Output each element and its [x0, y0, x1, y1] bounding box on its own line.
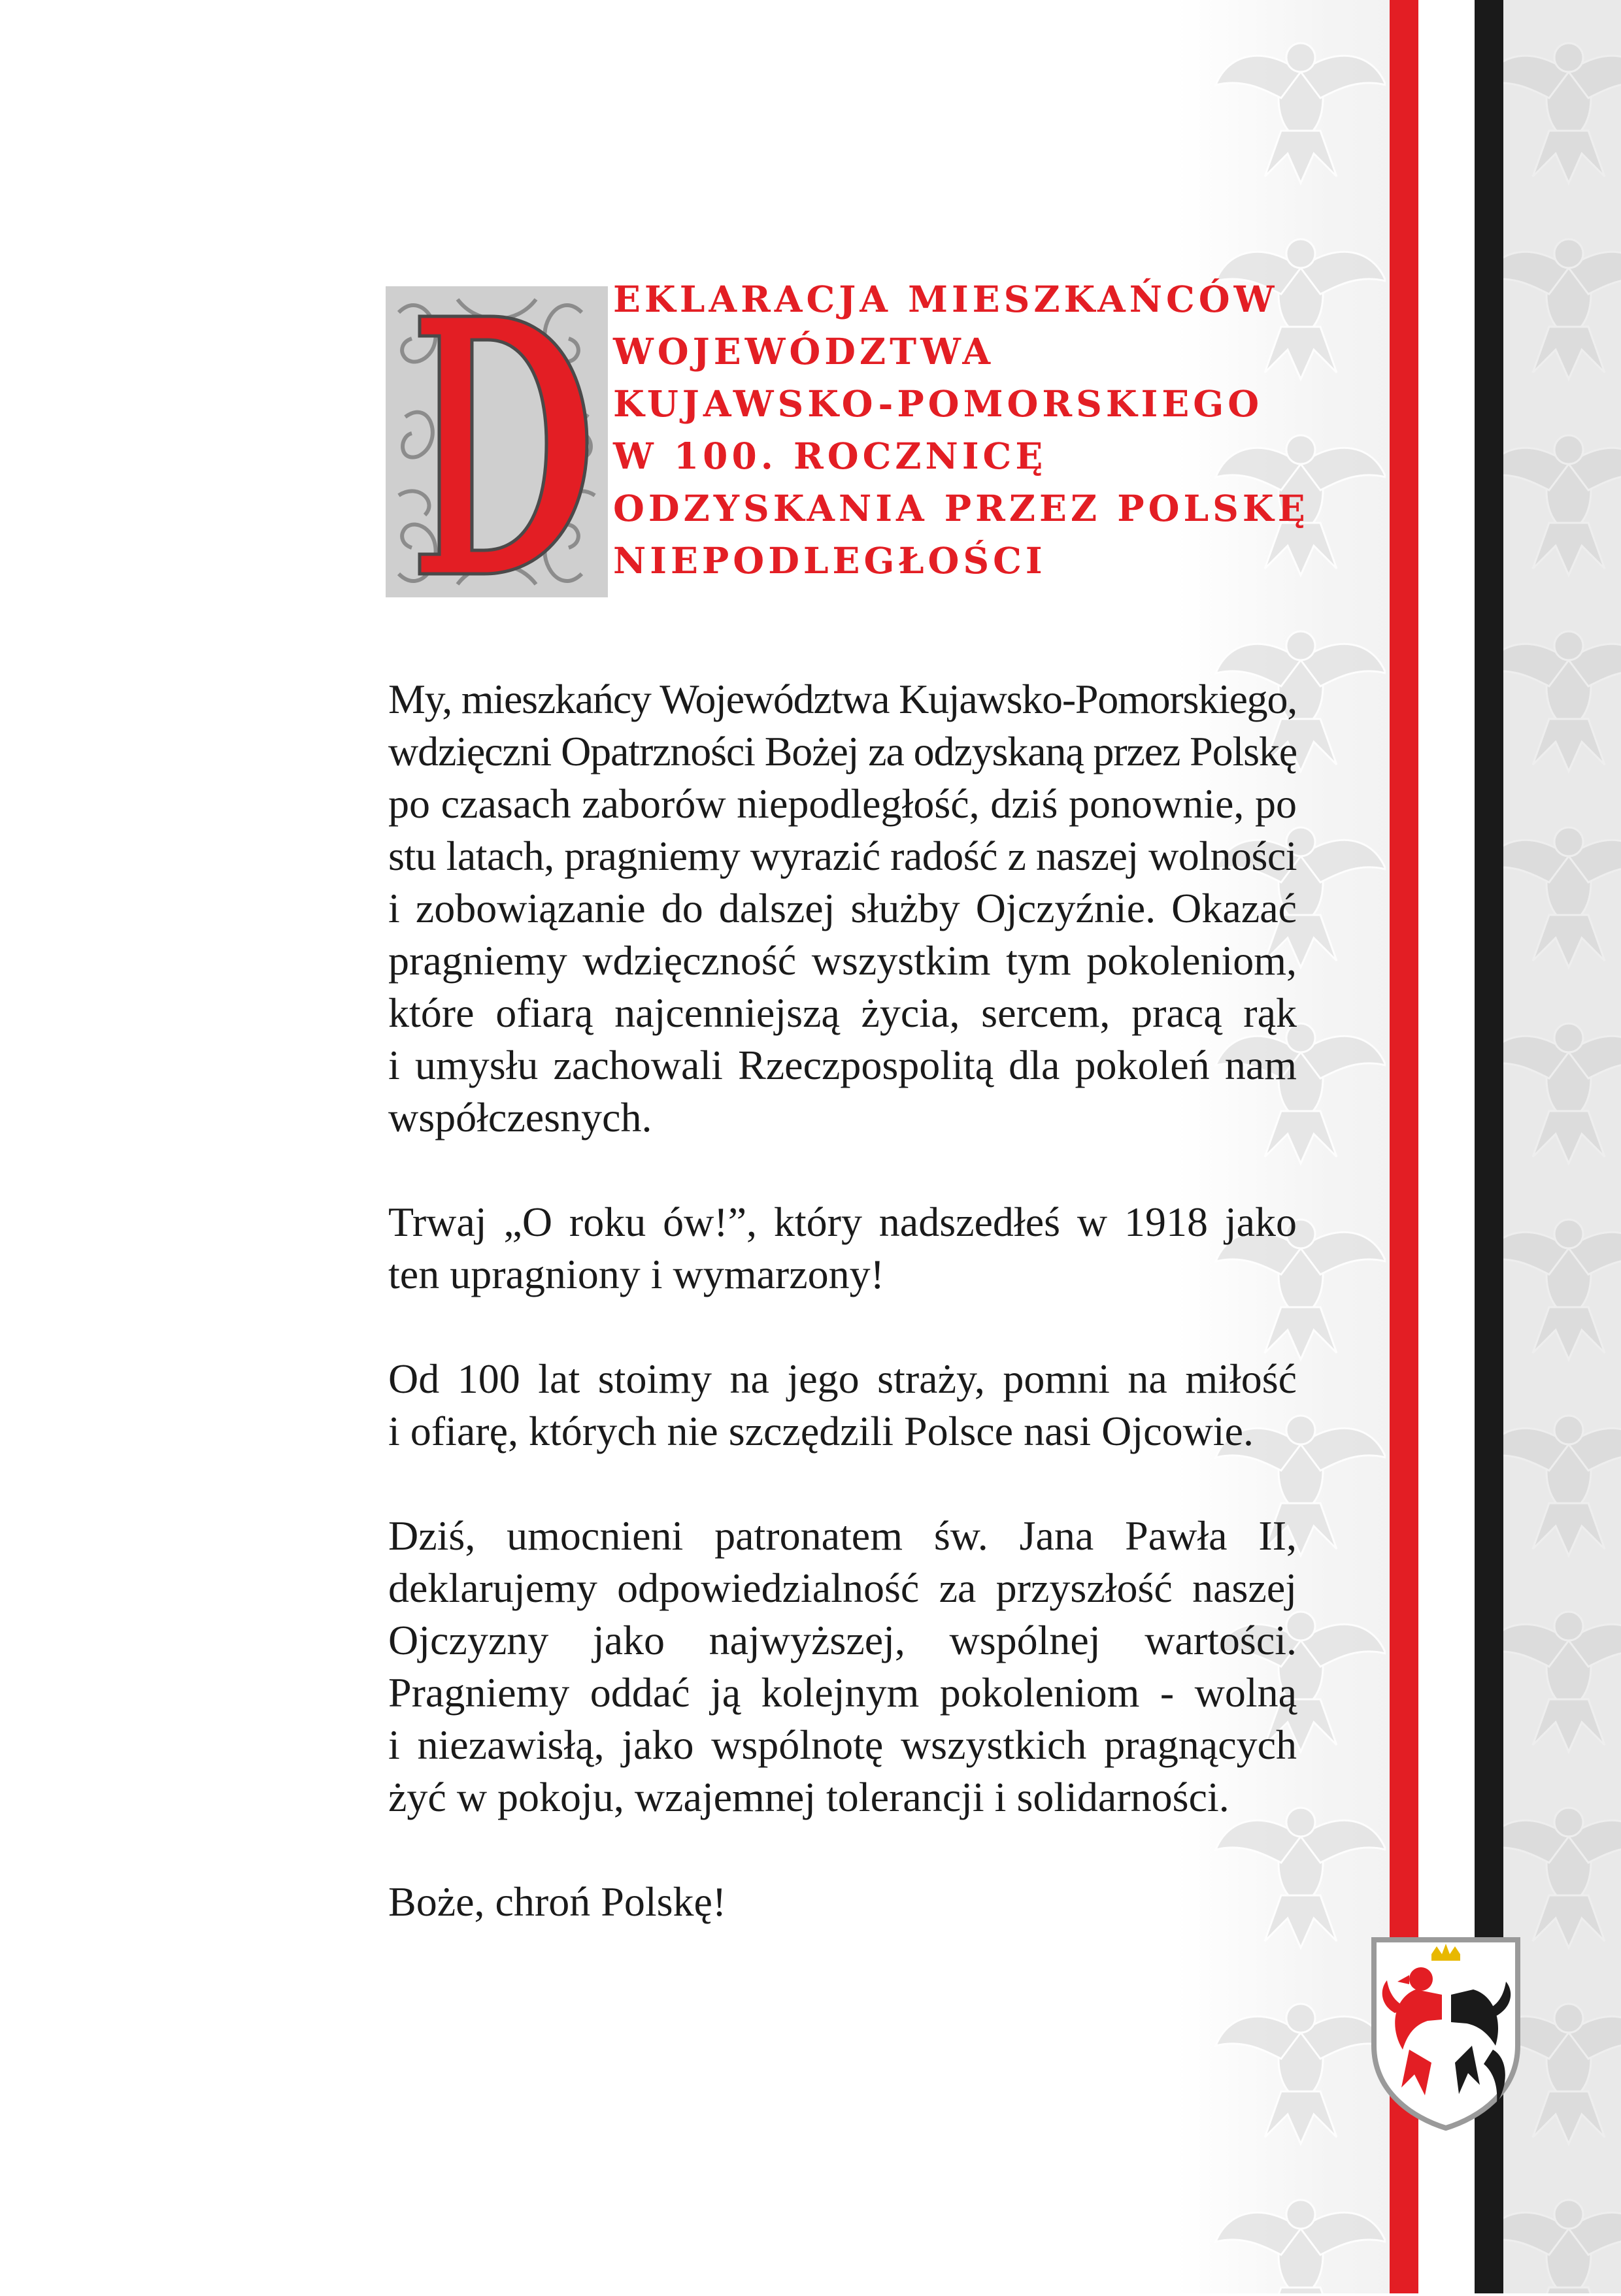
text-line: Boże, chroń Polskę! [388, 1878, 727, 1925]
paragraph-2 [388, 1196, 1297, 1301]
text-line: i zobowiązanie do dalszej służby Ojczyźnie. Okazać [388, 885, 1297, 931]
text-line: i niezawisłą, jako wspólnotę wszystkich pragnących [388, 1722, 1297, 1768]
text-line: deklarujemy odpowiedzialność za przyszłość naszej [388, 1565, 1297, 1611]
text-line: wdzięczni Opatrzności Bożej za odzyskaną przez Polskę [388, 728, 1297, 774]
text-line: Ojczyzny jako najwyższej, wspólnej wartości. [388, 1617, 1297, 1663]
text-line: pragniemy wdzięczność wszystkim tym pokoleniom, [388, 937, 1297, 984]
text-line: ten upragniony i wymarzony! [388, 1251, 884, 1297]
paragraph-3 [388, 1353, 1297, 1457]
text-line: Trwaj „O roku ów!”, który nadszedłeś w 1918 jako [388, 1199, 1297, 1245]
text-line: po czasach zaborów niepodległość, dziś ponownie, po [388, 780, 1297, 827]
text-line: Pragniemy oddać ją kolejnym pokoleniom - wolną [388, 1669, 1297, 1716]
paragraph-1 [388, 673, 1297, 1144]
text-line: My, mieszkańcy Województwa Kujawsko-Pomorskiego, [388, 676, 1297, 722]
declaration-body [388, 673, 1297, 1928]
title-line: KUJAWSKO-POMORSKIEGO [613, 382, 1263, 425]
text-line: Od 100 lat stoimy na jego straży, pomni na miłość [388, 1356, 1297, 1402]
title-line: EKLARACJA MIESZKAŃCÓW [613, 278, 1278, 320]
title-line: NIEPODLEGŁOŚCI [613, 539, 1046, 582]
text-line: stu latach, pragniemy wyrazić radość z naszej wolności [388, 833, 1297, 879]
title-line: W 100. ROCZNICĘ [613, 435, 1047, 477]
text-line: i umysłu zachowali Rzeczpospolitą dla pokoleń nam [388, 1042, 1297, 1088]
text-line: Dziś, umocnieni patronatem św. Jana Pawła II, [388, 1512, 1297, 1559]
paragraph-4 [388, 1510, 1297, 1823]
coat-of-arms-icon [1369, 1935, 1523, 2131]
text-line: i ofiarę, których nie szczędzili Polsce nasi Ojcowie. [388, 1408, 1254, 1454]
ornamental-initial-icon [386, 286, 608, 597]
text-line: współczesnych. [388, 1094, 652, 1140]
declaration-title [613, 273, 1332, 587]
title-line: WOJEWÓDZTWA [613, 330, 994, 373]
title-line: ODZYSKANIA PRZEZ POLSKĘ [613, 487, 1309, 529]
text-line: żyć w pokoju, wzajemnej tolerancji i solidarności. [388, 1774, 1229, 1820]
closing-line [388, 1876, 1297, 1928]
text-line: które ofiarą najcenniejszą życia, sercem, pracą rąk [388, 990, 1297, 1036]
